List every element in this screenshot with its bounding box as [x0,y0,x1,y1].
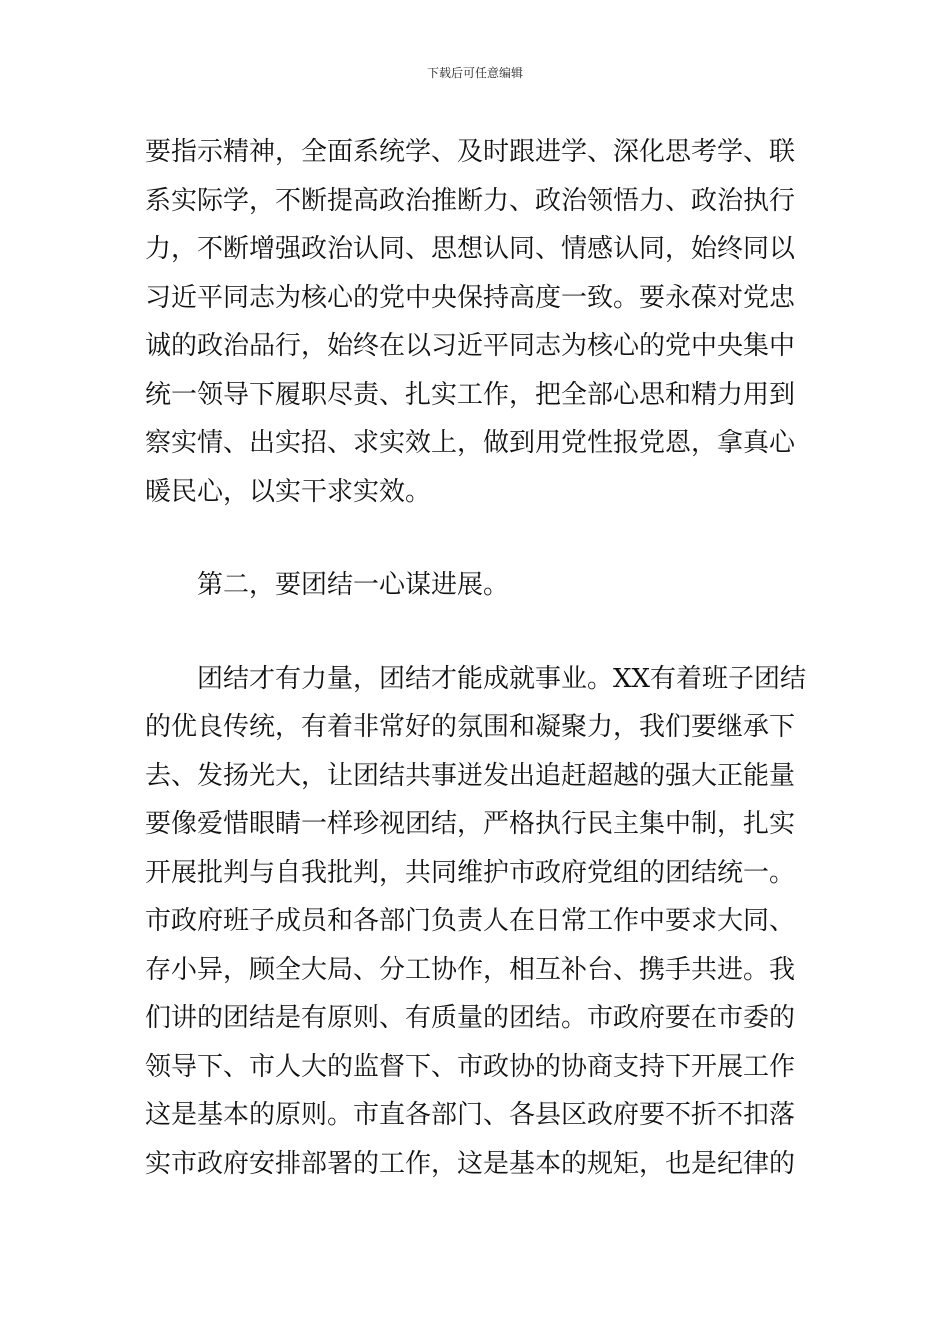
text-line: 诚的政治品行，始终在以习近平同志为核心的党中央集中 [145,331,796,361]
paragraph-gap [145,516,811,561]
text-line: 去、发扬光大，让团结共事迸发出追赶超越的强大正能量 [145,760,796,791]
text-line: 存小异，顾全大局、分工协作，相互补台、携手共进。我 [145,954,796,985]
text-line: 实市政府安排部署的工作，这是基本的规矩，也是纪律的 [145,1148,796,1179]
text-line: 系实际学，不断提高政治推断力、政治领悟力、政治执行 [145,185,796,216]
text-line: 暖民心，以实干求实效。 [145,476,432,507]
paragraph [145,655,811,1189]
text-line: 察实情、出实招、求实效上，做到用党性报党恩，拿真心 [145,428,796,458]
section-heading [145,561,811,610]
text-line: 团结才有力量，团结才能成就事业。XX有着班子团结 [197,663,807,694]
page-header-note: 下载后可任意编辑 [426,66,523,80]
paragraph-gap [145,610,811,655]
text-line: 习近平同志为核心的党中央保持高度一致。要永葆对党忠 [145,282,796,313]
paragraph [145,128,811,516]
text-line: 市政府班子成员和各部门负责人在日常工作中要求大同、 [145,906,796,936]
text-line: 第二，要团结一心谋进展。 [197,570,510,600]
text-line: 力，不断增强政治认同、思想认同、情感认同，始终同以 [145,234,796,264]
text-line: 这是基本的原则。市直各部门、各县区政府要不折不扣落 [145,1100,796,1130]
text-line: 要像爱惜眼睛一样珍视团结，严格执行民主集中制，扎实 [145,809,796,839]
text-line: 们讲的团结是有原则、有质量的团结。市政府要在市委的 [145,1003,796,1033]
text-line: 统一领导下履职尽责、扎实工作，把全部心思和精力用到 [145,379,796,410]
text-line: 要指示精神，全面系统学、及时跟进学、深化思考学、联 [145,137,796,167]
text-line: 开展批判与自我批判，共同维护市政府党组的团结统一。 [145,857,796,888]
text-line: 的优良传统，有着非常好的氛围和凝聚力，我们要继承下 [145,712,796,742]
document-body [145,128,811,1188]
text-line: 领导下、市人大的监督下、市政协的协商支持下开展工作 [145,1051,796,1082]
